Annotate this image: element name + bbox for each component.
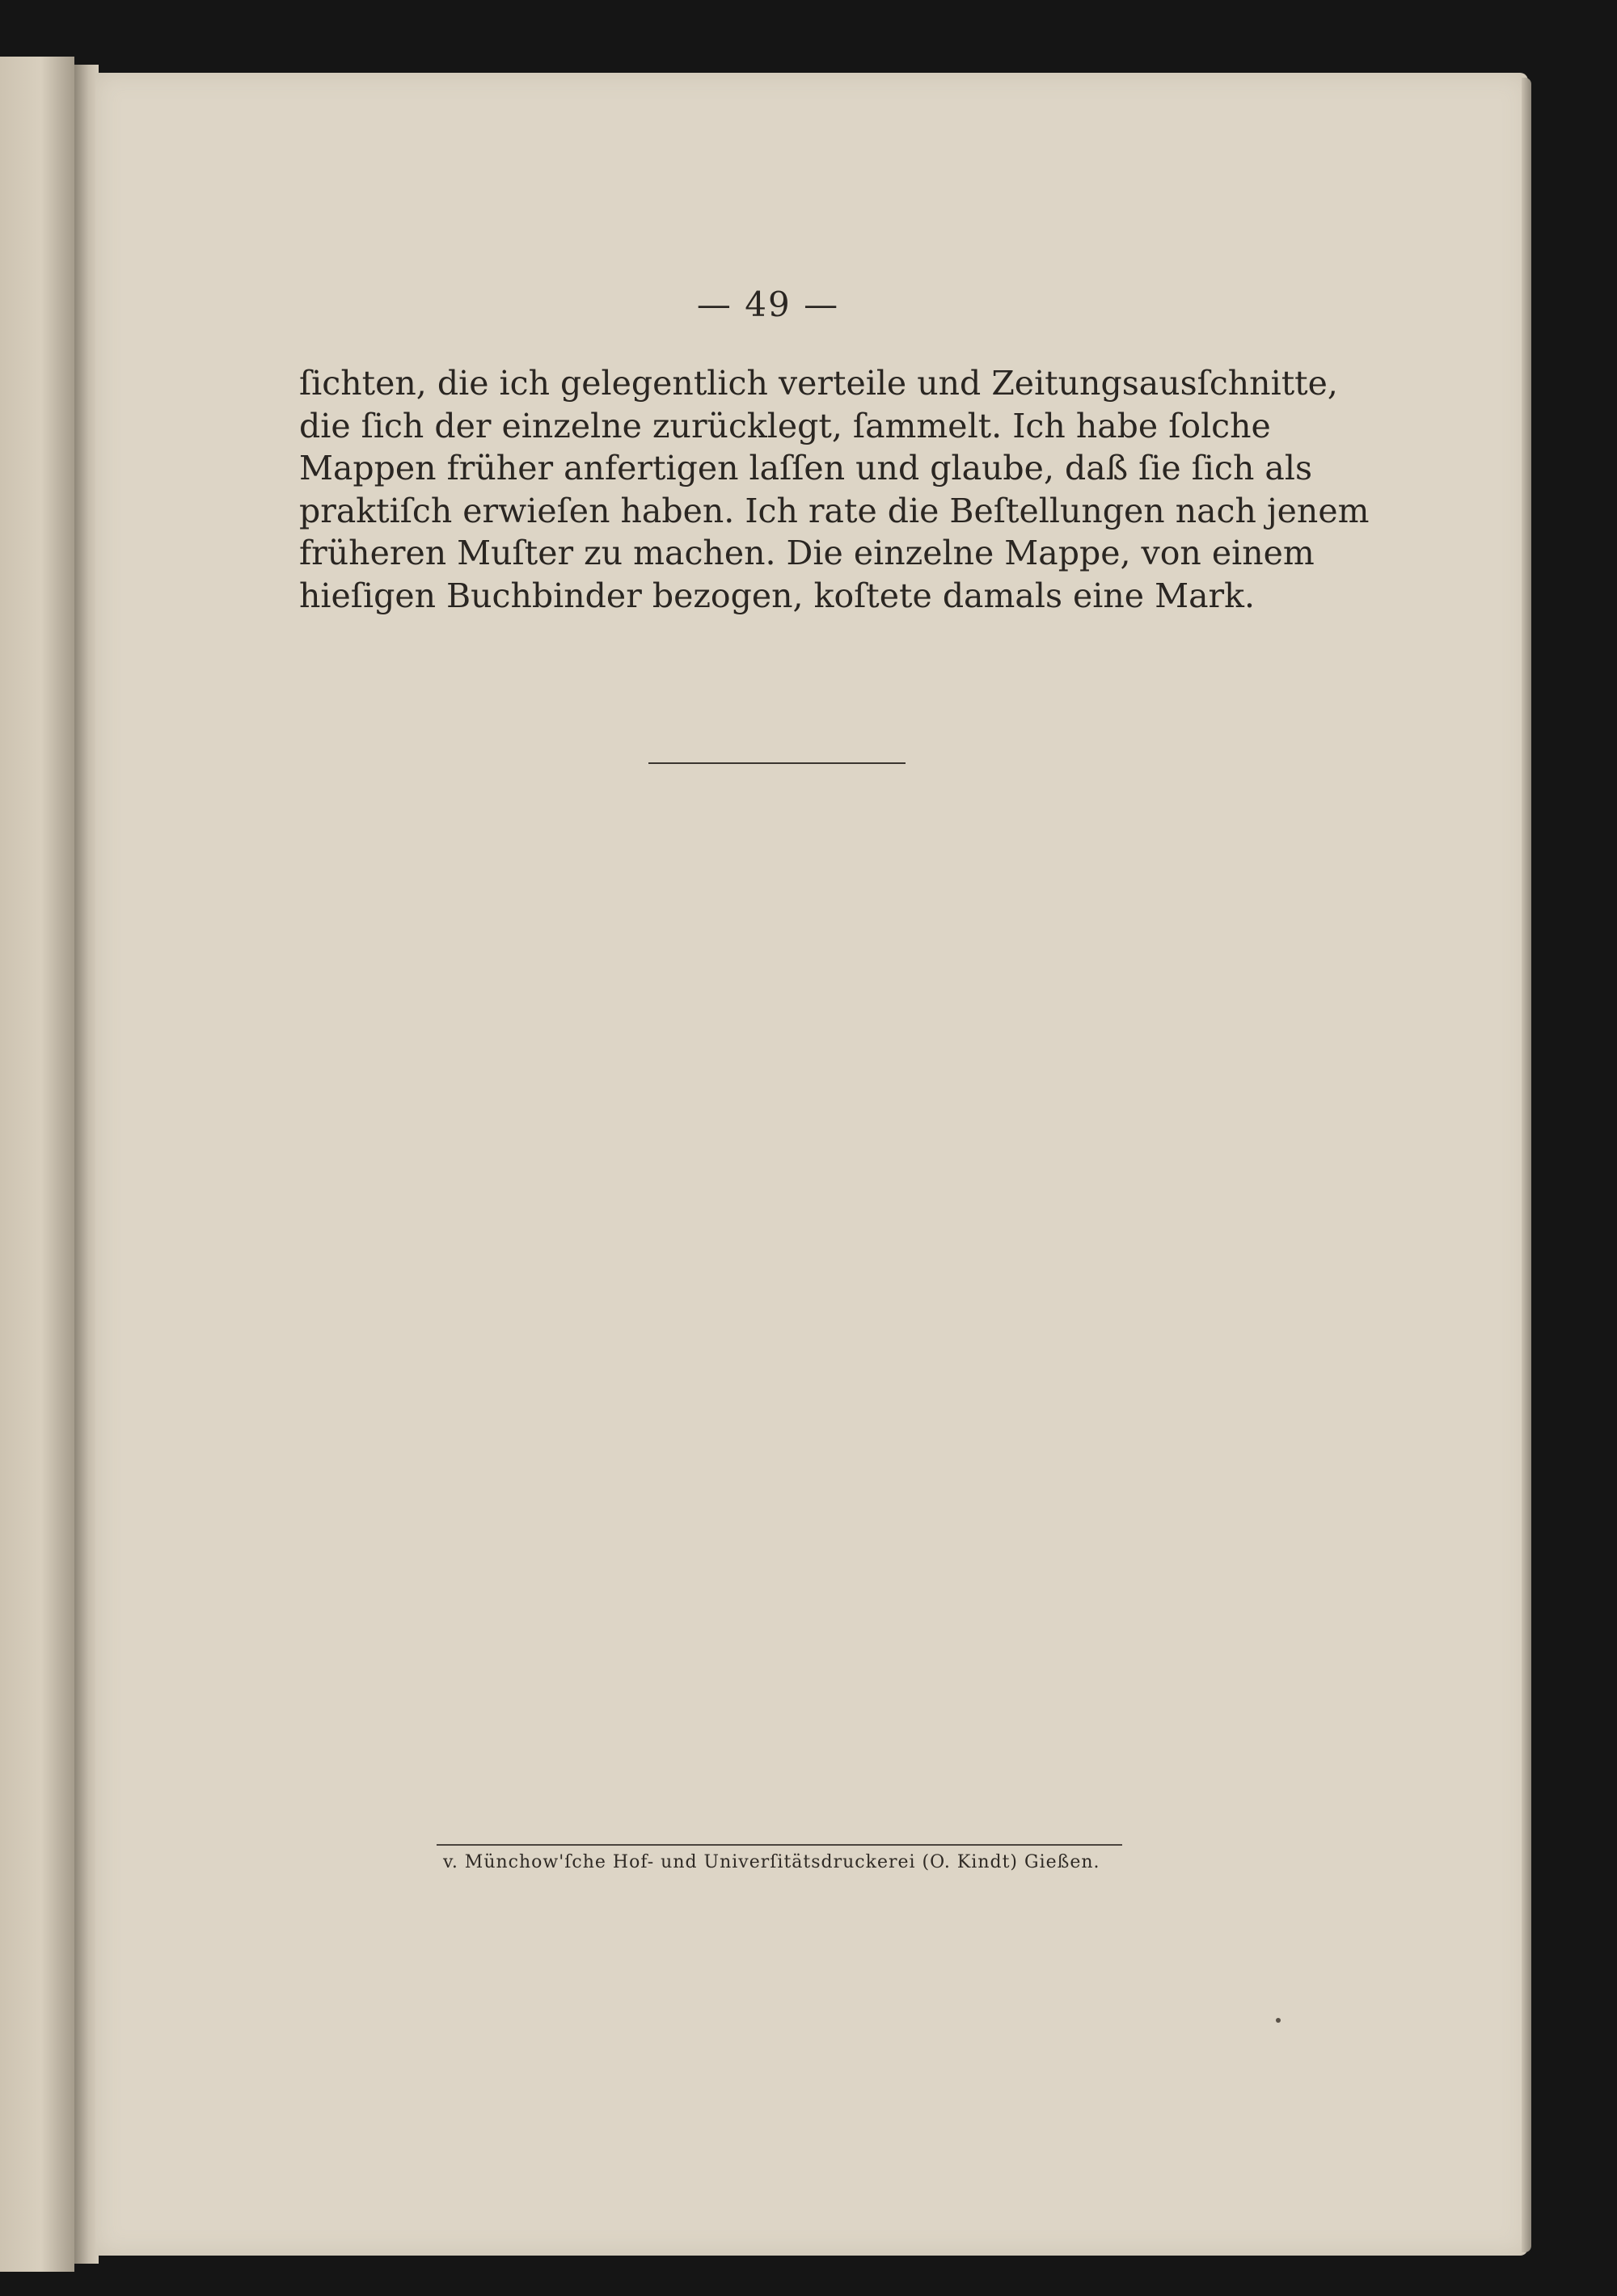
section-end-rule [648, 762, 906, 764]
text-line: früheren Muſter zu machen. Die einzelne Mappe, von einem [299, 534, 1315, 572]
imprint-rule [437, 1844, 1122, 1846]
body-paragraph [299, 362, 1370, 617]
page-fore-edge [1522, 78, 1531, 2252]
page-number: — 49 — [696, 285, 840, 324]
text-line: ſichten, die ich gelegentlich verteile und Zeitungsausſchnitte, [299, 364, 1338, 403]
text-line: praktiſch erwieſen haben. Ich rate die Beſtellungen nach jenem [299, 491, 1370, 530]
text-line: die ſich der einzelne zurücklegt, ſammelt. Ich habe ſolche [299, 406, 1271, 445]
paper-speck [1276, 2018, 1281, 2023]
text-line: Mappen früher anfertigen laſſen und glaube, daß ſie ſich als [299, 449, 1312, 487]
text-line: hieſigen Buchbinder bezogen, koſtete damals eine Mark. [299, 576, 1255, 615]
printer-imprint: v. Münchow'ſche Hof- und Univerſitätsdruckerei (O. Kindt) Gießen. [443, 1852, 1100, 1872]
facing-page-edge [0, 57, 74, 2272]
